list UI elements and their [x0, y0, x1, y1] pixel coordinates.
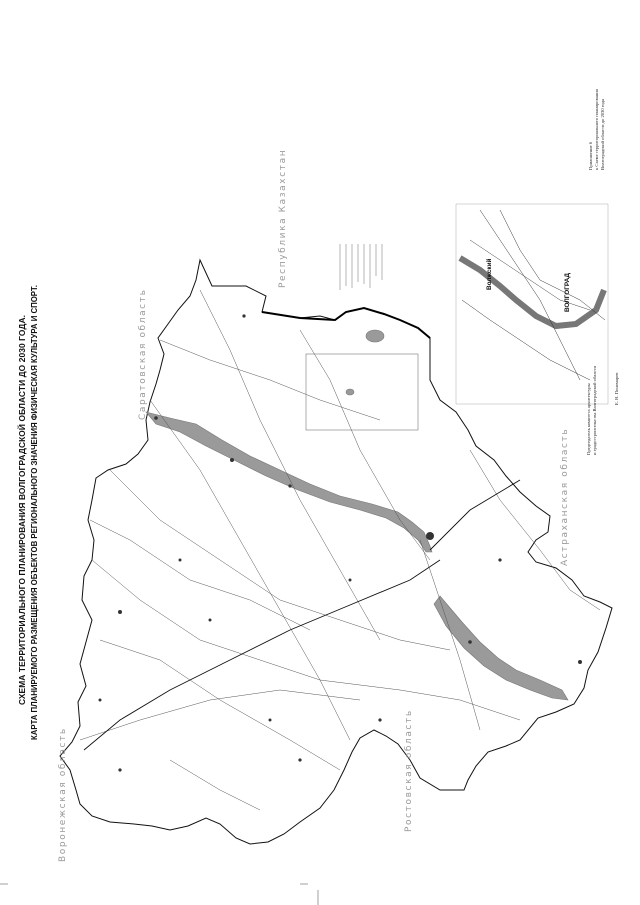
legend-panel	[334, 238, 389, 290]
restricted-area	[306, 354, 418, 430]
volga-river	[146, 412, 432, 552]
appendix-line: Приложение 6	[588, 141, 593, 170]
settlement-volgograd	[426, 532, 434, 540]
neighbor-voronezh: Воронежская область	[58, 727, 68, 862]
road-network	[92, 560, 520, 720]
neighbor-kazakhstan: Республика Казахстан	[278, 148, 288, 288]
state-border-kazakhstan	[262, 308, 430, 338]
signer-name: Е. Н. Пономарев	[614, 372, 619, 405]
neighbor-astrakhan: Астраханская область	[560, 427, 570, 566]
approval-line: и градостроительства Волгоградской области	[592, 365, 598, 455]
map-subtitle: КАРТА ПЛАНИРУЕМОГО РАЗМЕЩЕНИЯ ОБЪЕКТОВ РЕГИОНАЛЬНОГО ЗНАЧЕНИЯ ФИЗИЧЕСКАЯ КУЛЬТУРА И СПОРТ.	[30, 285, 39, 740]
inset-city-volzhsky: Волжский	[486, 258, 493, 290]
map-title: СХЕМА ТЕРРИТОРИАЛЬНОГО ПЛАНИРОВАНИЯ ВОЛГОГРАДСКОЙ ОБЛАСТИ ДО 2030 ГОДА.	[17, 314, 27, 705]
approval-line: Председатель комитета архитектуры	[586, 383, 591, 455]
neighbor-rostov: Ростовская область	[404, 709, 414, 832]
appendix-note	[588, 89, 607, 170]
lake-small	[346, 389, 354, 395]
approval-block	[586, 366, 598, 455]
don-river-reservoir	[434, 596, 568, 700]
appendix-line: Волгоградской области до 2030 года	[600, 98, 606, 170]
inset-city-volgograd: ВОЛГОГРАД	[564, 273, 571, 312]
appendix-line: к Схеме территориального планирования	[594, 89, 600, 170]
railway-main	[84, 560, 440, 750]
lake-elton	[366, 330, 384, 342]
neighbor-saratov: Саратовская область	[138, 288, 148, 420]
